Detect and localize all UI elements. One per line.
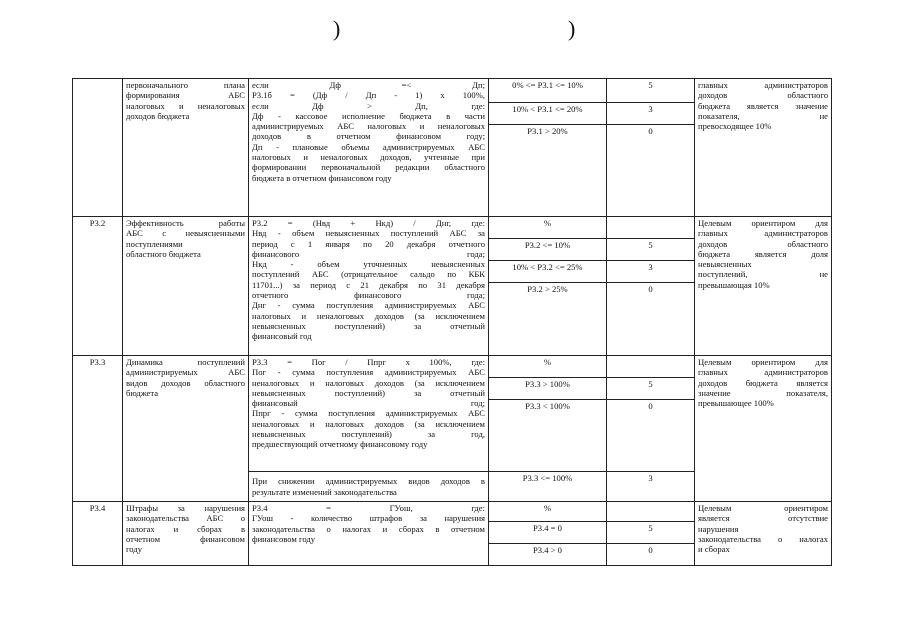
indicator-code: Р3.3 [73,356,123,502]
indicator-name-line: формирования АБС [126,90,245,101]
criterion-condition: Р3.1 > 20% [489,125,607,217]
note-line: главных администраторов [698,80,828,90]
indicators-table [72,78,832,566]
indicator-note [695,79,832,217]
formula-line: Р3.2 = (Нвд + Нкд) / Днг, где: [252,218,485,228]
criterion-score: 0 [607,544,695,566]
indicator-note [695,356,832,502]
note-line: превышающая 10% [698,279,770,290]
page-mark-right: ) [568,16,576,41]
table-row [73,79,832,103]
note-line: бюджета является значение [698,100,828,111]
criterion-condition: Р3.4 = 0 [489,522,607,544]
indicator-name [123,217,249,356]
indicator-formula-extra [249,472,489,502]
formula-line: ГУош - количество штрафов за нарушения [252,513,485,524]
formula-line: финансовый год; [252,398,485,409]
formula-line: Пог - сумма поступления администрируемых АБС [252,367,485,378]
indicator-note [695,502,832,566]
table-row [73,356,832,378]
indicator-name-line: АБС с невыясненными [126,228,245,239]
formula-line: Дп - плановые объемы администрируемых АБС [252,141,485,152]
indicator-name-line: налогах и сборах в [126,523,245,534]
table-row [73,502,832,522]
criterion-score: 0 [607,400,695,472]
formula-line: налоговых и неналоговых доходов (за исключением [252,310,485,321]
note-line: доходов бюджета является [698,377,828,388]
criterion-condition: 0% <= Р3.1 <= 10% [489,79,607,103]
indicator-formula [249,79,489,217]
criterion-score: 0 [607,283,695,356]
note-line: законодательства о налогах [698,533,828,544]
formula-line: невыясненных поступлений) за отчетный [252,320,485,331]
note-line: бюджета является доля [698,248,828,259]
criterion-condition: % [489,502,607,522]
criterion-condition: % [489,356,607,378]
indicator-code [73,79,123,217]
note-line: превышающее 100% [698,398,774,409]
criterion-score: 5 [607,378,695,400]
formula-line: невыясненных поступлений) за отчетный [252,387,485,398]
formula-line: Днг - сумма поступления администрируемых АБС [252,300,485,311]
formula-line: неналоговых и налоговых доходов (за исключением [252,418,485,429]
formula-line: законодательства о налогах и сборах в отчетном [252,523,485,534]
formula-line: результате изменений законодательства [252,486,397,497]
indicator-code: Р3.2 [73,217,123,356]
criterion-score: 0 [607,125,695,217]
formula-line: период с 1 января по 20 декабря отчетного [252,238,485,249]
formula-line: Нвд - объем невыясненных поступлений АБС за [252,228,485,239]
table-row [73,217,832,239]
criterion-score: 5 [607,79,695,103]
criterion-condition: Р3.3 > 100% [489,378,607,400]
criterion-condition: Р3.2 <= 10% [489,239,607,261]
criterion-score [607,217,695,239]
note-line: Целевым ориентиром для [698,357,828,367]
formula-line: финансовый год [252,331,312,342]
formula-line: если Дф =< Дп; [252,80,485,90]
indicator-name [123,502,249,566]
indicator-name [123,79,249,217]
criterion-score: 3 [607,261,695,283]
indicator-name [123,356,249,502]
indicator-name-line: Динамика поступлений [126,357,245,367]
indicator-name-line: налоговых и неналоговых [126,100,245,111]
indicator-name-line: областного бюджета [126,248,201,259]
indicator-name-line: видов доходов областного [126,377,245,388]
indicator-name-line: бюджета [126,387,159,398]
criterion-score: 5 [607,239,695,261]
criterion-condition: Р3.3 <= 100% [489,472,607,502]
formula-line: предшествующий отчетному финансовому году [252,439,428,450]
criterion-condition: 10% < Р3.1 <= 20% [489,103,607,125]
note-line: превосходящее 10% [698,121,772,132]
indicator-name-line: доходов бюджета [126,110,190,121]
formula-line: Р3.3 = Пог / Ппрг х 100%, где: [252,357,485,367]
indicator-formula [249,502,489,566]
formula-line: если Дф > Дп, где: [252,100,485,111]
note-line: поступлений, не [698,269,828,280]
page-mark-left: ) [333,16,341,41]
criterion-score: 5 [607,522,695,544]
indicator-formula [249,217,489,356]
note-line: главных администраторов [698,228,828,239]
note-line: Целевым ориентиром для [698,218,828,228]
note-line: невыясненных [698,259,752,270]
indicator-name-line: Штрафы за нарушения [126,503,245,513]
formula-line: невыясненных поступлений) за год, [252,429,485,440]
note-line: Целевым ориентиром [698,503,828,513]
criterion-score: 3 [607,103,695,125]
indicator-name-line: году [126,544,143,555]
formula-line: При снижении администрируемых видов доходов в [252,476,485,487]
criterion-score [607,502,695,522]
formula-line: формировании первоначальной редакции областного [252,162,485,173]
formula-line: администрируемых АБС налоговых и неналоговых [252,121,485,132]
criterion-condition: Р3.4 > 0 [489,544,607,566]
formula-line: финансовом году [252,533,316,544]
note-line: и сборах [698,544,730,555]
criterion-condition: 10% < Р3.2 <= 25% [489,261,607,283]
criterion-score [607,356,695,378]
indicator-name-line: отчетном финансовом [126,533,245,544]
note-line: доходов областного [698,238,828,249]
formula-line: 11701...) за период с 21 декабря по 31 декабря [252,279,485,290]
criterion-score: 3 [607,472,695,502]
formula-line: финансового года; [252,248,485,259]
criterion-condition: Р3.2 > 25% [489,283,607,356]
criterion-condition: % [489,217,607,239]
indicator-code: Р3.4 [73,502,123,566]
note-line: показателя, не [698,110,828,121]
indicator-name-line: администрируемых АБС [126,367,245,378]
formula-line: Нкд - объем уточненных невыясненных [252,259,485,270]
indicator-note [695,217,832,356]
indicator-formula [249,356,489,472]
note-line: доходов областного [698,90,828,101]
formula-line: отчетного финансового года; [252,290,485,301]
indicator-name-line: законодательства АБС о [126,513,245,524]
formula-line: доходов в отчетном финансовом году; [252,131,485,142]
formula-line: Ппрг - сумма поступления администрируемых АБС [252,408,485,419]
formula-line: Р3.4 = ГУош, где: [252,503,485,513]
criterion-condition: Р3.3 < 100% [489,400,607,472]
formula-line: Дф - кассовое исполнение бюджета в части [252,110,485,121]
formula-line: налоговых и неналоговых доходов, учтенные при [252,152,485,163]
note-line: главных администраторов [698,367,828,378]
note-line: нарушения [698,523,739,534]
indicator-name-line: поступлениями [126,238,183,249]
note-line: значение показателя, [698,387,828,398]
indicator-name-line: Эффективность работы [126,218,245,228]
indicator-name-line: первоначального плана [126,80,245,90]
formula-line: неналоговых и налоговых доходов (за исключением [252,377,485,388]
note-line: является отсутствие [698,513,828,524]
formula-line: Р3.1б = (Дф / Дп - 1) х 100%, [252,90,485,101]
formula-line: поступлений АБС (отрицательное сальдо по КБК [252,269,485,280]
formula-line: бюджета в отчетном финансовом году [252,172,392,183]
